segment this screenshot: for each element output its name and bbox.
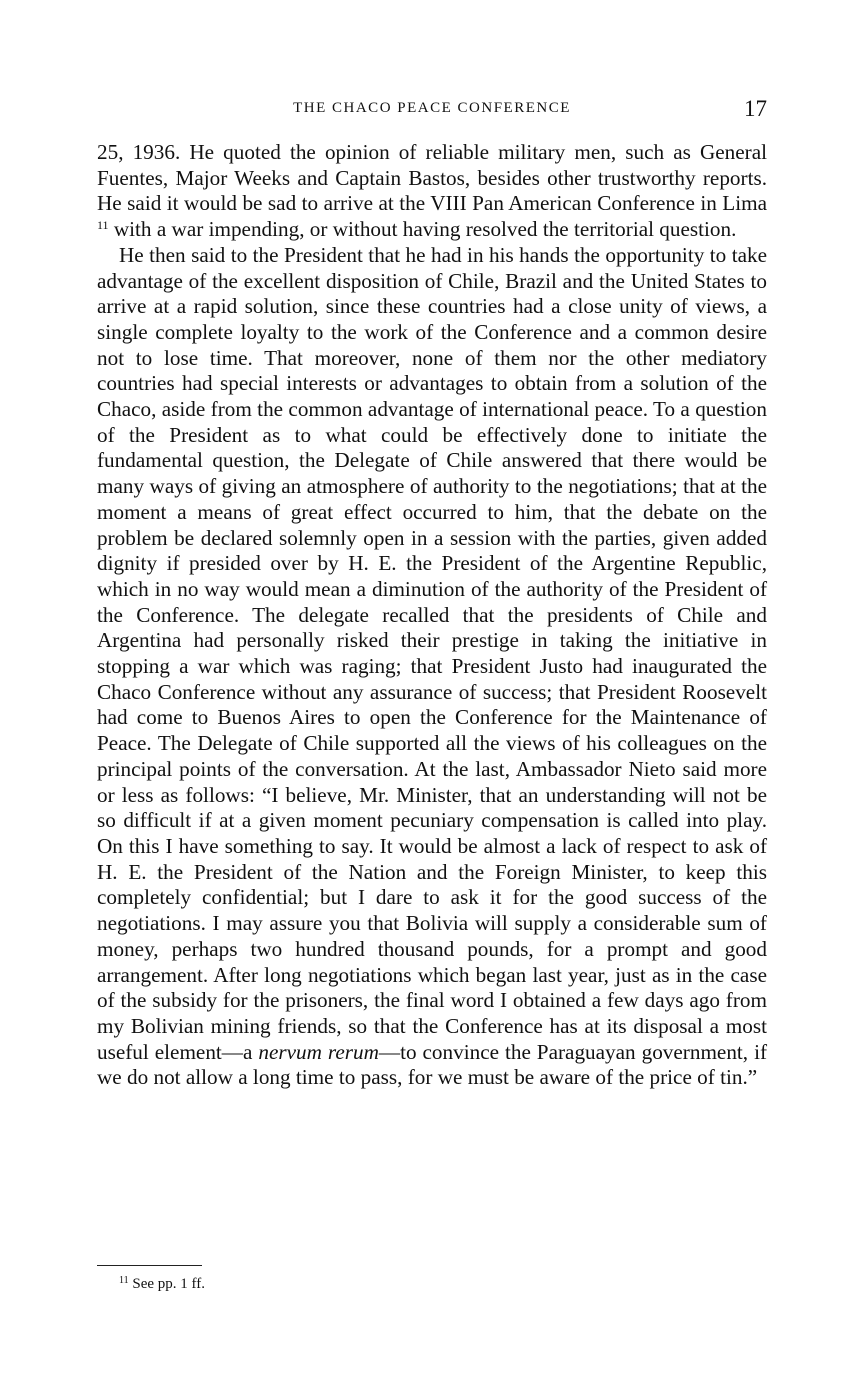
running-head (97, 96, 767, 124)
paragraph-2 (97, 243, 767, 1091)
footnote (119, 1276, 205, 1293)
paragraph-1-text-a: 25, 1936. He quoted the opinion of reliable military men, such as General Fuentes, Major Weeks and Captain Bastos, besides other trustworthy reports. He said it would be sad to arrive at the VIII Pan American Conference in Lima (97, 140, 767, 216)
paragraph-1-text-b: with a war impending, or without having resolved the territorial question. (108, 217, 737, 242)
footnote-mark: 11 (119, 1275, 129, 1286)
footnote-reference: 11 (97, 218, 109, 233)
paragraph-1 (97, 140, 767, 243)
footnote-text: See pp. 1 ff. (128, 1276, 206, 1292)
body-text (97, 140, 767, 1091)
running-title: THE CHACO PEACE CONFERENCE (293, 100, 571, 116)
italic-phrase: nervum rerum (258, 1039, 379, 1064)
paragraph-2-text-b: —to convince the Paraguayan government, if we do not allow a long time to pass, for we must be aware of the price of tin.” (97, 1039, 768, 1090)
page-number: 17 (744, 96, 767, 121)
footnote-divider (97, 1265, 202, 1266)
paragraph-2-text-a: He then said to the President that he had in his hands the opportunity to take advantage of the excellent disposition of Chile, Brazil and the United States to arrive at a rapid solution, since these countries had a close unity of views, a single complete loyalty to the work of the Conference and a common desire not to lose time. That moreover, none of them nor the other mediatory countries had special interests or advantages to obtain from a solution of the Chaco, aside from the common advantage of international peace. To a question of the President as to what could be effectively done to initiate the fundamental question, the Delegate of Chile answered that there would be many ways of giving an atmosphere of authority to the negotiations; that at the moment a means of great effect occurred to him, that the debate on the problem be declared solemnly open in a session with the parties, given added dignity if presided over by H. E. the President of the Argentine Republic, which in no way would mean a diminution of the authority of the President of the Conference. The delegate recalled that the presidents of Chile and Argentina had personally risked their prestige in taking the initiative in stopping a war which was raging; that President Justo had inaugurated the Chaco Conference without any assurance of success; that President Roosevelt had come to Buenos Aires to open the Conference for the Maintenance of Peace. The Delegate of Chile supported all the views of his colleagues on the principal points of the conversation. At the last, Ambassador Nieto said more or less as follows: “I believe, Mr. Minister, that an understanding will not be so difficult if at a given moment pecuniary compensation is called into play. On this I have something to say. It would be almost a lack of respect to ask of H. E. the President of the Nation and the Foreign Minister, to keep this completely confidential; but I dare to ask it for the good success of the negotiations. I may assure you that Bolivia will supply a considerable sum of money, perhaps two hundred thousand pounds, for a prompt and good arrangement. After long negotiations which began last year, just as in the case of the subsidy for the prisoners, the final word I obtained a few days ago from my Bolivian mining friends, so that the Conference has at its disposal a most useful element—a (97, 242, 767, 1064)
